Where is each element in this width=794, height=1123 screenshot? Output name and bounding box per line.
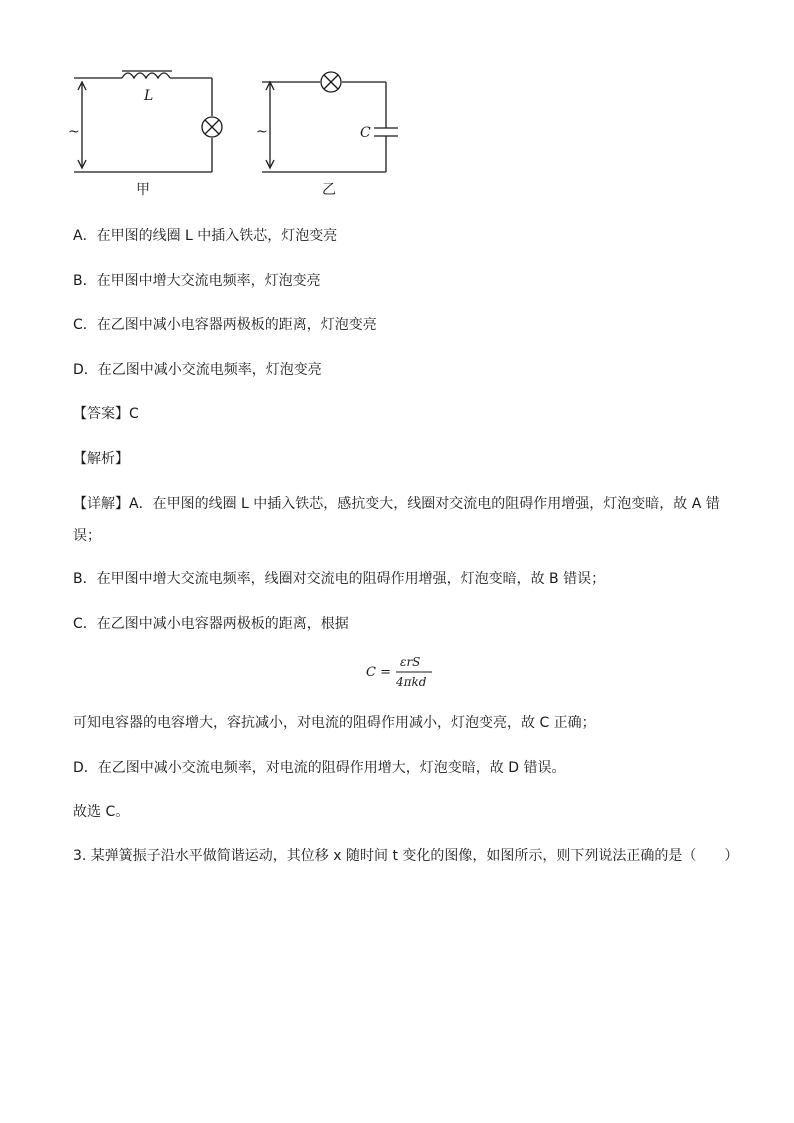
capacitance-formula [360,652,450,692]
detail-line-a-cont: 误； [73,528,101,544]
detail-choose: 故选 C。 [73,804,130,820]
option-a: A．在甲图的线圈 L 中插入铁芯，灯泡变亮 [73,228,338,244]
option-d: D．在乙图中减小交流电频率，灯泡变亮 [73,362,322,378]
answer-line [73,404,139,424]
detail-line-b: B．在甲图中增大交流电频率，线圈对交流电的阻碍作用增强，灯泡变暗，故 B 错误； [73,571,606,587]
detail-a-text: A．在甲图的线圈 L 中插入铁芯，感抗变大，线圈对交流电的阻碍作用增强，灯泡变暗，故 A 错 [129,496,720,512]
option-b: B．在甲图中增大交流电频率，灯泡变亮 [73,273,321,289]
answer-label: 【答案】 [73,406,129,422]
right-figure-label: 乙 [322,182,336,198]
detail-label: 【详解】 [73,496,129,512]
detail-line-c-conclusion: 可知电容器的电容增大，容抗减小，对电流的阻碍作用减小，灯泡变亮，故 C 正确； [73,715,596,731]
detail-line-a [73,494,720,514]
formula-numerator: εrS [400,655,421,669]
capacitor-label: C [360,125,371,141]
circuit-figure [60,60,420,205]
detail-line-c: C．在乙图中减小电容器两极板的距离，根据 [73,616,349,632]
question-3-stem: 3. 某弹簧振子沿水平做简谐运动，其位移 x 随时间 t 变化的图像，如图所示，则下列说法正确的是（ ） [73,848,739,864]
option-c: C．在乙图中减小电容器两极板的距离，灯泡变亮 [73,317,377,333]
formula-denominator: 4πkd [396,675,427,689]
left-figure-label: 甲 [136,182,150,198]
right-ac-symbol: ~ [256,124,268,140]
formula-svg [360,652,450,692]
formula-lhs: C = [366,665,391,680]
inductor-coil [122,73,170,78]
detail-line-d: D．在乙图中减小交流电频率，对电流的阻碍作用增大，灯泡变暗，故 D 错误。 [73,760,566,776]
left-ac-symbol: ~ [68,124,80,140]
analysis-label: 【解析】 [73,451,129,467]
circuit-diagrams-svg [60,60,420,205]
answer-value: C [129,406,139,422]
inductor-label: L [144,88,154,104]
